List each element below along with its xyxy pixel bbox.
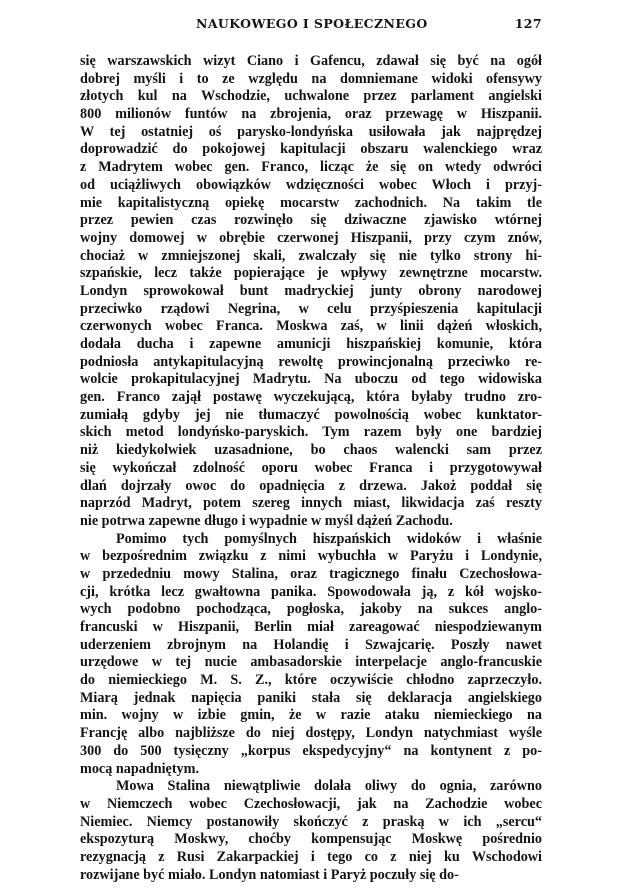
text-line: w przededniu mowy Stalina, oraz tragicznego finału Czechosłowa- [80,565,542,582]
text-line: Francję albo najbliższe do niej dostępy, Londyn natychmiast wyśle [80,725,542,742]
text-line: niż kiedykolwiek uzasadnione, bo chaos walencki sam przez [80,442,542,459]
text-line: ekspozyturą Moskwy, choćby kompensując Moskwę pośrednio [80,831,542,848]
text-line: do niemieckiego M. S. Z., które oczywiście chłodno zaprzeczyło. [80,672,542,689]
text-line: uderzeniem zbrojnym na Holandię i Szwajcarię. Poszły nawet [80,636,542,653]
text-line: Mowa Stalina niewątpliwie dolała oliwy do ognia, zarówno [116,778,542,795]
text-line: francuski w Hiszpanii, Berlin miał zareagować niespodziewanym [80,619,542,635]
text-line: rozwijane być miało. Londyn natomiast i Paryż poczuły się do- [80,866,459,883]
text-line: mocą napadniętym. [80,760,200,777]
text-line: się wykończał zdolność oporu wobec Franca i przygotowywał [80,459,542,476]
text-line: Miarą jednak napięcia paniki stała się deklaracja angielskiego [80,689,542,706]
text-line: Londyn sprowokował bunt madryckiej junty obrony narodowej [80,282,542,299]
text-line: wojny domowej w obrębie czerwonej Hiszpanii, przy czym znów, [80,229,542,246]
page-number: 127 [514,16,542,31]
text-line: szpańskie, lecz także popierające je wpływy zewnętrzne mocarstw. [80,265,542,282]
text-line: w Niemczech wobec Czechosłowacji, jak na Zachodzie wobec [80,795,542,812]
text-line: min. wojny w izbie gmin, że w razie ataku niemieckiego na [80,707,542,724]
text-line: mie kapitalistyczną opiekę mocarstw zachodnich. Na takim tle [80,194,542,211]
paragraph [80,531,542,779]
text-line: chociaż w zmniejszonej skali, zwalczały się nie tylko strony hi- [80,247,542,264]
text-line: W tej ostatniej oś parysko-londyńska usiłowała jak najprędzej [80,123,542,140]
text-line: podniosła antykapitulacyjną rewoltę prowincjonalną przeciwko re- [80,353,542,370]
text-line: skich metod londyńsko-paryskich. Tym razem były one bardziej [80,424,542,441]
text-line: od uciążliwych obowiązków wdzięczności wobec Włoch i przyj- [80,176,542,193]
running-title: NAUKOWEGO I SPOŁECZNEGO [196,16,428,31]
text-line: Pomimo tych pomyślnych hiszpańskich widoków i właśnie [116,530,542,547]
text-line: w bezpośrednim związku z nimi wybuchła w Paryżu i Londynie, [80,548,542,565]
paragraph [80,778,542,884]
text-line: cji, krótka lecz gwałtowna panika. Spowodowała ją, z kół wojsko- [80,583,542,600]
text-line: 800 milionów funtów na zbrojenia, oraz przewagę w Hiszpanii. [80,106,542,123]
text-line: rezygnacją z Rusi Zakarpackiej i tego co z niej ku Wschodowi [80,848,542,865]
text-line: dlań dojrzały owoc do opadnięcia z drzewa. Jakoż poddał się [80,477,542,494]
text-line: dodała ducha i zapewne amunicji hiszpańskiej komunie, która [80,336,542,352]
text-line: przeciwko rządowi Negrina, w celu przyśpieszenia kapitulacji [80,300,542,317]
text-line: Niemiec. Niemcy postanowiły skończyć z praską w ich „sercu“ [80,813,542,830]
text-line: gen. Franco zajął postawę wyczekującą, która byłaby trudno zro- [80,389,542,406]
text-line: wolcie prokapitulacyjnej Madrytu. Na uboczu od tego widowiska [80,371,542,388]
text-line: złotych kul na Wschodzie, uchwalone przez parlament angielski [80,88,542,105]
text-line: czerwonych wobec Franca. Moskwa zaś, w linii dążeń włoskich, [80,318,542,335]
text-line: wych podobno pochodząca, pogłoska, jakoby na sukces anglo- [80,601,542,618]
running-head [76,16,542,34]
body-text [80,53,542,884]
paragraph [80,53,542,531]
text-line: się warszawskich wizyt Ciano i Gafencu, zdawał się być na ogół [80,53,542,69]
text-line: z Madrytem wobec gen. Franco, licząc że się on wtedy odwróci [80,159,542,176]
text-line: przez pewien czas rozwinęło się dziwaczne zjawisko wtórnej [80,212,542,229]
text-line: nie potrwa zapewne długo i wypadnie w myśl dążeń Zachodu. [80,512,453,529]
text-line: dobrej myśli i to ze względu na domniemane widoki ofensywy [80,70,542,87]
text-line: 300 do 500 tysięczny „korpus ekspedycyjny“ na kontynent z po- [80,742,542,759]
text-line: naprzód Madryt, potem szereg innych miast, likwidacja zaś reszty [80,495,542,512]
text-line: doprowadzić do pokojowej kapitulacji obszaru walenckiego wraz [80,141,542,158]
text-line: zumiałą gdyby jej nie tłumaczyć powolnością wobec kunktator- [80,406,542,423]
text-line: urzędowe w tej nucie ambasadorskie interpelacje anglo-francuskie [80,654,542,671]
